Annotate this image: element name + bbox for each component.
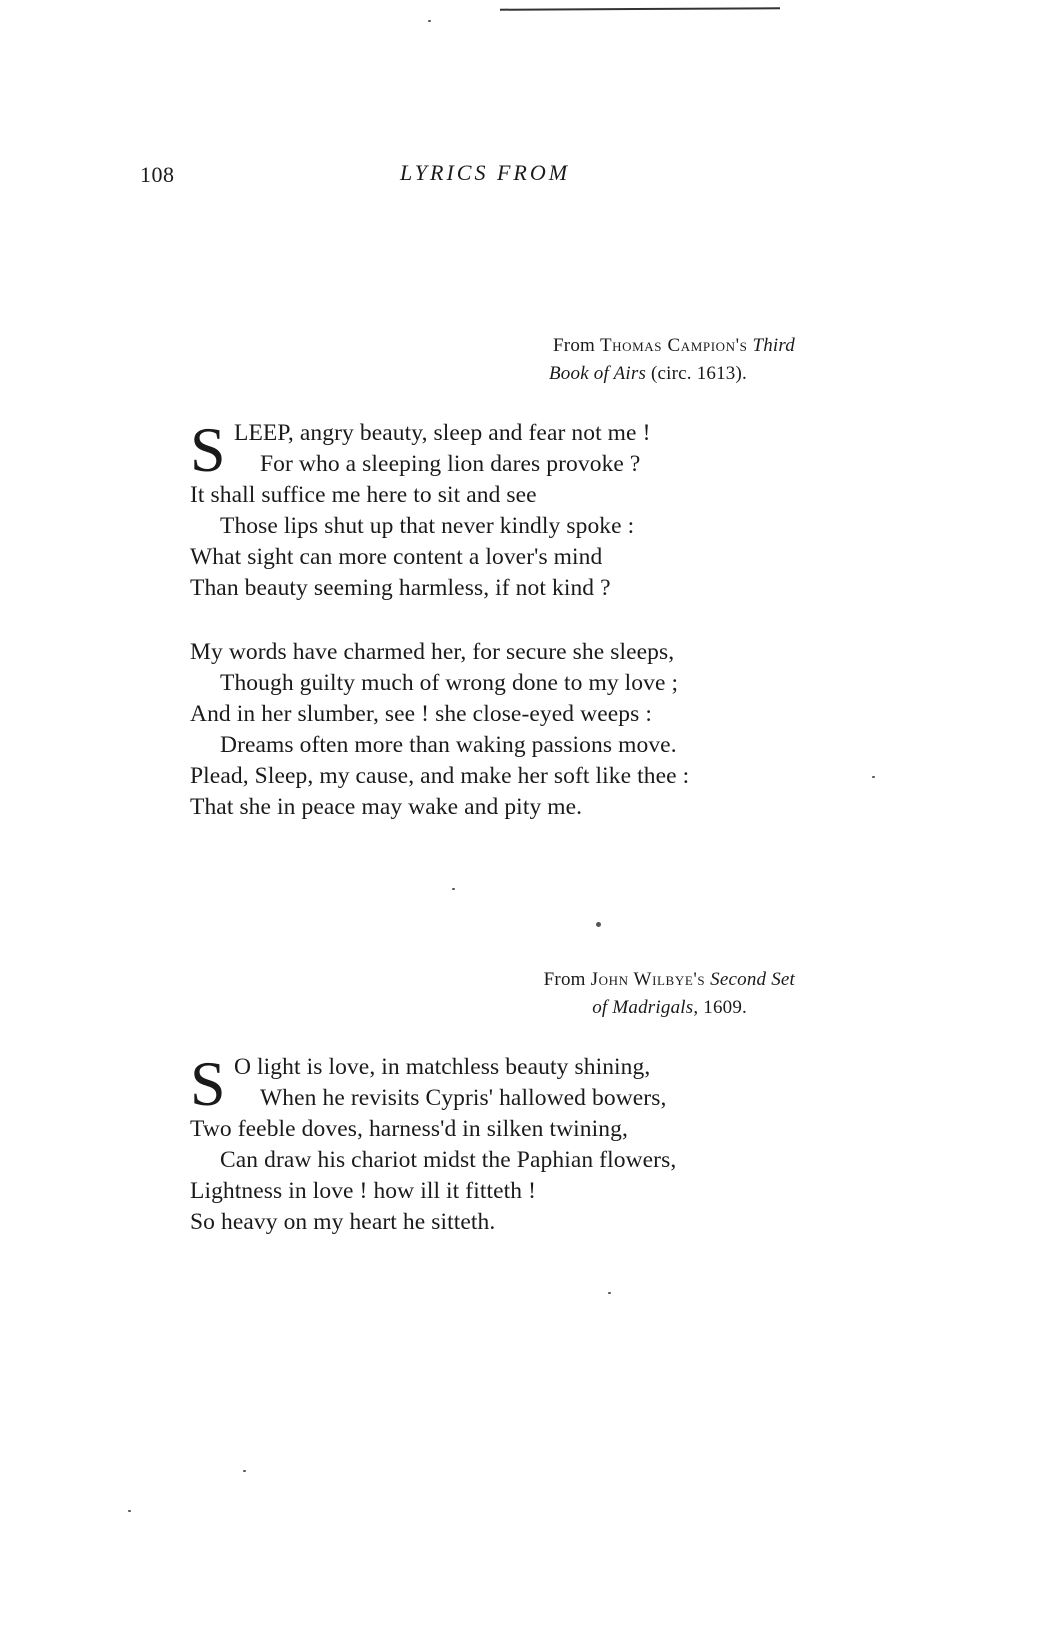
poem-line: Lightness in love ! how ill it fitteth ! — [190, 1178, 537, 1204]
poem-line: LEEP, angry beauty, sleep and fear not me ! — [234, 420, 651, 446]
poem-2 — [190, 1048, 677, 1238]
work-title-cont: of Madrigals — [592, 997, 694, 1018]
stanza-break — [190, 604, 689, 637]
scan-speck — [428, 20, 431, 22]
top-rule — [500, 7, 780, 10]
poem-line: When he revisits Cypris' hallowed bowers, — [260, 1085, 667, 1111]
attribution-line-1: From Thomas Campion's Third — [553, 335, 795, 356]
attribution-line-2: Book of Airs (circ. 1613). — [549, 363, 747, 384]
scan-speck — [608, 1292, 611, 1294]
poem-line: Plead, Sleep, my cause, and make her soft like thee : — [190, 763, 690, 789]
poem-1 — [190, 414, 690, 823]
poem-line: O light is love, in matchless beauty shining, — [234, 1054, 651, 1080]
author-name: Thomas Campion's — [599, 335, 748, 356]
poem-line: Dreams often more than waking passions move. — [220, 732, 677, 758]
scan-speck — [243, 1470, 246, 1472]
scan-speck — [872, 776, 875, 778]
poem-line: My words have charmed her, for secure she sleeps, — [190, 639, 675, 665]
poem-line: And in her slumber, see ! she close-eyed weeps : — [190, 701, 652, 727]
poem-line: For who a sleeping lion dares provoke ? — [260, 451, 641, 477]
poem-1-attribution — [549, 332, 795, 388]
work-title: Third — [752, 335, 795, 356]
attribution-line-1: From John Wilbye's Second Set — [543, 969, 795, 990]
drop-cap: S — [190, 414, 226, 485]
poem-line: Those lips shut up that never kindly spoke : — [220, 513, 635, 539]
poem-line: It shall suffice me here to sit and see — [190, 482, 537, 508]
attribution-line-2: of Madrigals, 1609. — [592, 997, 747, 1018]
author-name: John Wilbye's — [590, 969, 706, 990]
page-number: 108 — [140, 162, 175, 187]
scan-speck — [128, 1510, 131, 1512]
drop-cap: S — [190, 1048, 226, 1119]
poem-line: What sight can more content a lover's mind — [190, 544, 603, 570]
poem-line: Than beauty seeming harmless, if not kind ? — [190, 575, 611, 601]
scan-speck — [596, 922, 601, 927]
poem-line: Two feeble doves, harness'd in silken twining, — [190, 1116, 628, 1142]
work-title: Second Set — [710, 969, 795, 990]
poem-line: That she in peace may wake and pity me. — [190, 794, 583, 820]
scan-speck — [452, 888, 455, 890]
poem-line: Though guilty much of wrong done to my love ; — [220, 670, 679, 696]
poem-line: Can draw his chariot midst the Paphian flowers, — [220, 1147, 677, 1173]
poem-line: So heavy on my heart he sitteth. — [190, 1209, 496, 1235]
poem-2-attribution — [544, 966, 795, 1022]
running-title: LYRICS FROM — [400, 160, 571, 185]
work-title-cont: Book of Airs — [549, 363, 647, 384]
